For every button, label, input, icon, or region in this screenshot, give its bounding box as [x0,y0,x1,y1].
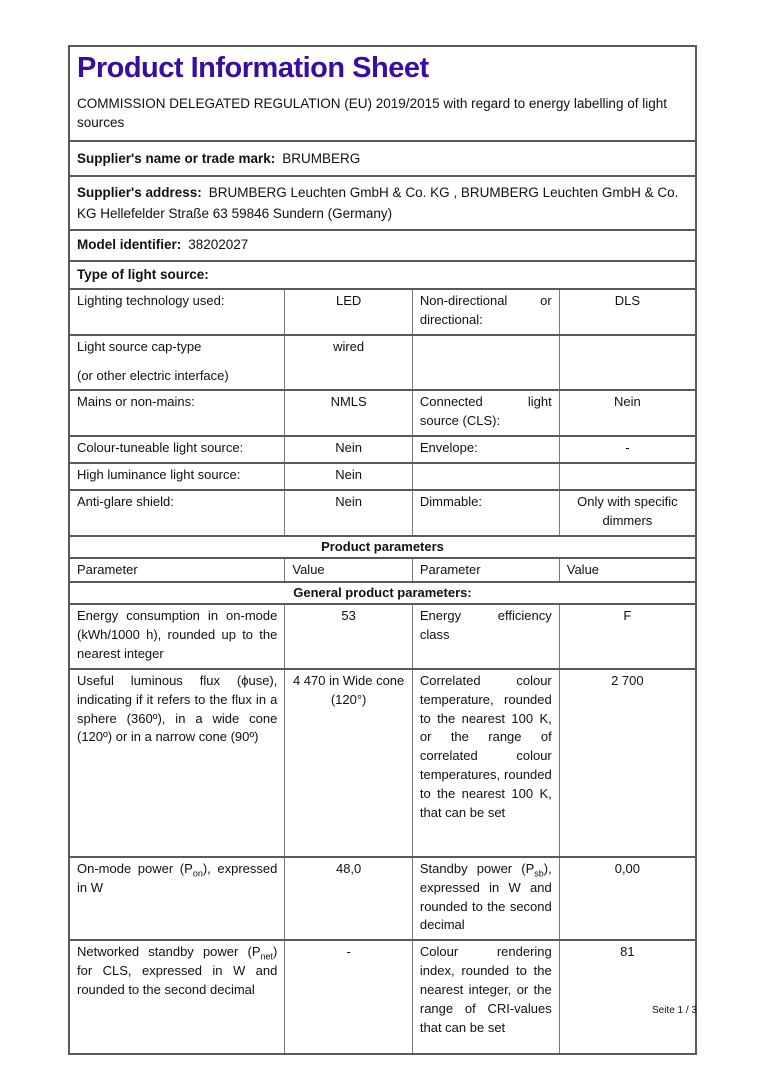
value-cell: Nein [284,491,412,535]
column-header: Value [284,559,412,582]
value-cell: 48,0 [284,858,412,939]
parameter-cell: Light source cap-type (or other electric interface) [77,338,229,383]
title-block [70,47,695,142]
parameter-cell: Envelope: [412,437,559,462]
table-row-cap-type [70,336,695,392]
parameter-cell [412,336,559,390]
table-row-energy-consumption [70,605,695,670]
type-of-light-source-header: Type of light source: [70,262,695,290]
value-cell: 0,00 [559,858,695,939]
page-number: Seite 1 / 3 [651,1005,697,1016]
parameter-cell: Colour rendering index, rounded to the nearest integer, or the range of CRI-values that can be set [412,941,559,1053]
column-header: Value [559,559,695,582]
value-cell: Nein [284,464,412,489]
table-row-luminous-flux [70,670,695,858]
supplier-name-value: BRUMBERG [282,151,361,167]
model-identifier-label: Model identifier: [77,237,182,253]
model-identifier-value: 38202027 [188,237,249,253]
column-header-row [70,559,695,584]
parameter-cell: Mains or non-mains: [77,394,195,410]
supplier-address-label: Supplier's address: [77,185,202,201]
value-cell: F [559,605,695,668]
table-row-colour-tuneable [70,437,695,464]
parameter-cell: Lighting technology used: [77,293,225,309]
value-cell: wired [284,336,412,390]
value-cell [559,464,695,489]
value-cell: LED [284,290,412,334]
supplier-address-value: BRUMBERG Leuchten GmbH & Co. KG , BRUMBERG Leuchten GmbH & Co. KG Hellefelder Straße 63 59846 Sundern (Germany) [77,185,679,222]
value-cell: 2 700 [559,670,695,856]
value-cell: 81 [559,941,695,1053]
table-row-on-mode-power [70,858,695,941]
general-product-parameters-header: General product parameters: [70,583,695,605]
parameter-cell: Useful luminous flux (ϕuse), indicating if it refers to the flux in a sphere (360º), in a wide cone (120º) or in a narrow cone (90º) [77,672,278,745]
supplier-name-row [70,142,695,177]
value-cell: Only with specific dimmers [559,491,695,535]
value-cell: 53 [284,605,412,668]
page-title: Product Information Sheet [77,52,429,84]
value-cell: DLS [559,290,695,334]
parameter-cell: Non-directional or directional: [412,290,559,334]
parameter-cell: Energy efficiency class [412,605,559,668]
table-row-mains [70,391,695,437]
parameter-cell: High luminance light source: [77,466,241,482]
parameter-cell: Energy consumption in on-mode (kWh/1000 h), rounded up to the nearest integer [77,608,278,662]
value-cell: Nein [559,391,695,435]
table-row-lighting-technology [70,290,695,336]
parameter-cell: Colour-tuneable light source: [77,440,244,456]
table-row-networked-standby [70,941,695,1053]
parameter-cell: On-mode power $(P_{on})$, expressed in W [77,860,278,895]
supplier-name-label: Supplier's name or trade mark: [77,151,276,167]
table-row-high-luminance [70,464,695,491]
parameter-cell: Networked standby power $(P_{net})$ for CLS, expressed in W and rounded to the second decimal [77,944,278,997]
table-row-anti-glare [70,491,695,537]
parameter-cell: Anti-glare shield: [77,493,174,509]
product-parameters-header: Product parameters [70,537,695,559]
product-information-table [68,45,697,1055]
parameter-cell: Correlated colour temperature, rounded to the nearest 100 K, or the range of correlated colour temperatures, rounded to the nearest 100 K, that can be set [412,670,559,856]
regulation-subtitle: COMMISSION DELEGATED REGULATION (EU) 2019/2015 with regard to energy labelling of light sources [77,96,667,131]
value-cell: 4 470 in Wide cone (120°) [284,670,412,856]
parameter-cell [412,464,559,489]
value-cell: NMLS [284,391,412,435]
parameter-cell: Dimmable: [412,491,559,535]
supplier-address-row [70,177,695,231]
value-cell: - [559,437,695,462]
value-cell: Nein [284,437,412,462]
model-identifier-row [70,231,695,262]
column-header: Parameter [77,561,138,577]
value-cell: - [284,941,412,1053]
parameter-cell: Standby power $(P_{sb})$, expressed in W and rounded to the second decimal [412,858,559,939]
parameter-cell: Connected light source (CLS): [412,391,559,435]
column-header: Parameter [412,559,559,582]
value-cell [559,336,695,390]
